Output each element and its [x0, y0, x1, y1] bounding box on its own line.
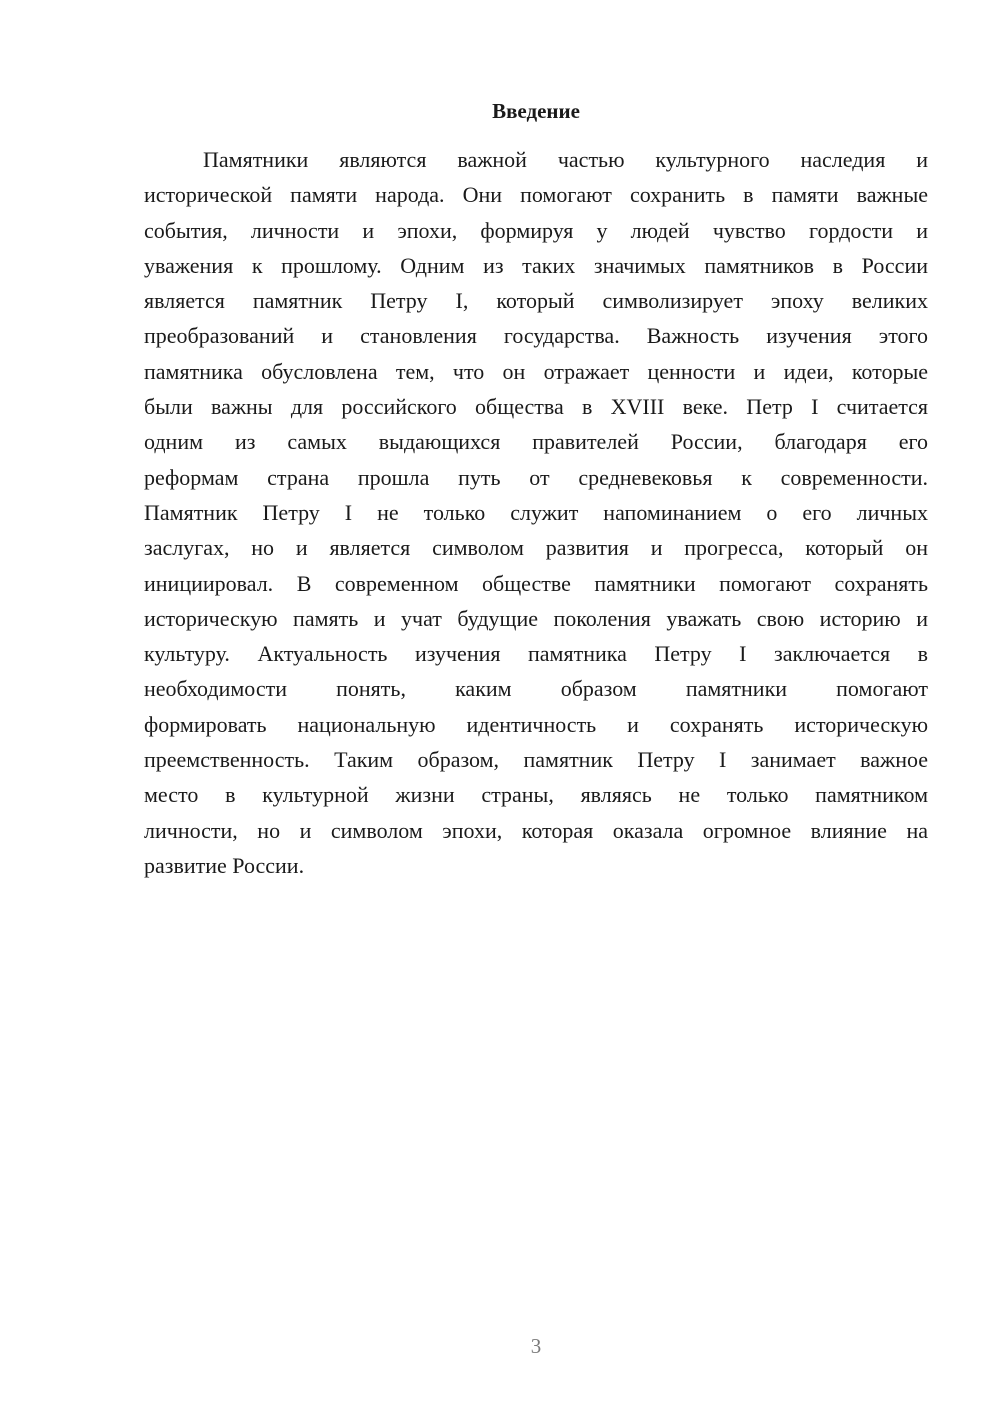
introduction-paragraph — [144, 142, 928, 883]
paragraph-line: место в культурной жизни страны, являясь не только памятником — [144, 782, 928, 808]
paragraph-line: заслугах, но и является символом развития и прогресса, который он — [144, 535, 928, 561]
section-heading: Введение — [492, 99, 580, 123]
paragraph-line: уважения к прошлому. Одним из таких значимых памятников в России — [144, 252, 928, 278]
paragraph-line: преобразований и становления государства. Важность изучения этого — [144, 323, 928, 349]
paragraph-line: преемственность. Таким образом, памятник Петру I занимает важное — [144, 747, 928, 773]
paragraph-line: инициировал. В современном обществе памятники помогают сохранять — [144, 570, 928, 596]
paragraph-line: Памятник Петру I не только служит напоминанием о его личных — [144, 499, 928, 525]
paragraph-line: были важны для российского общества в XVIII веке. Петр I считается — [144, 394, 928, 420]
paragraph-line: развитие России. — [144, 852, 305, 878]
paragraph-line: одним из самых выдающихся правителей России, благодаря его — [144, 429, 928, 455]
paragraph-line: культуру. Актуальность изучения памятника Петру I заключается в — [144, 641, 928, 667]
paragraph-line: исторической памяти народа. Они помогают сохранить в памяти важные — [144, 182, 928, 208]
paragraph-line: события, личности и эпохи, формируя у людей чувство гордости и — [144, 217, 928, 243]
paragraph-line: Памятники являются важной частью культурного наследия и — [203, 147, 928, 172]
paragraph-line: историческую память и учат будущие поколения уважать свою историю и — [144, 605, 928, 631]
paragraph-line: является памятник Петру I, который символизирует эпоху великих — [144, 288, 928, 314]
paragraph-line: реформам страна прошла путь от средневековья к современности. — [144, 464, 928, 490]
page-number: 3 — [530, 1334, 542, 1358]
paragraph-line: необходимости понять, каким образом памятники помогают — [144, 676, 928, 702]
paragraph-line: памятника обусловлена тем, что он отражает ценности и идеи, которые — [144, 358, 928, 384]
paragraph-line: формировать национальную идентичность и сохранять историческую — [144, 711, 928, 737]
paragraph-line: личности, но и символом эпохи, которая оказала огромное влияние на — [144, 817, 928, 843]
